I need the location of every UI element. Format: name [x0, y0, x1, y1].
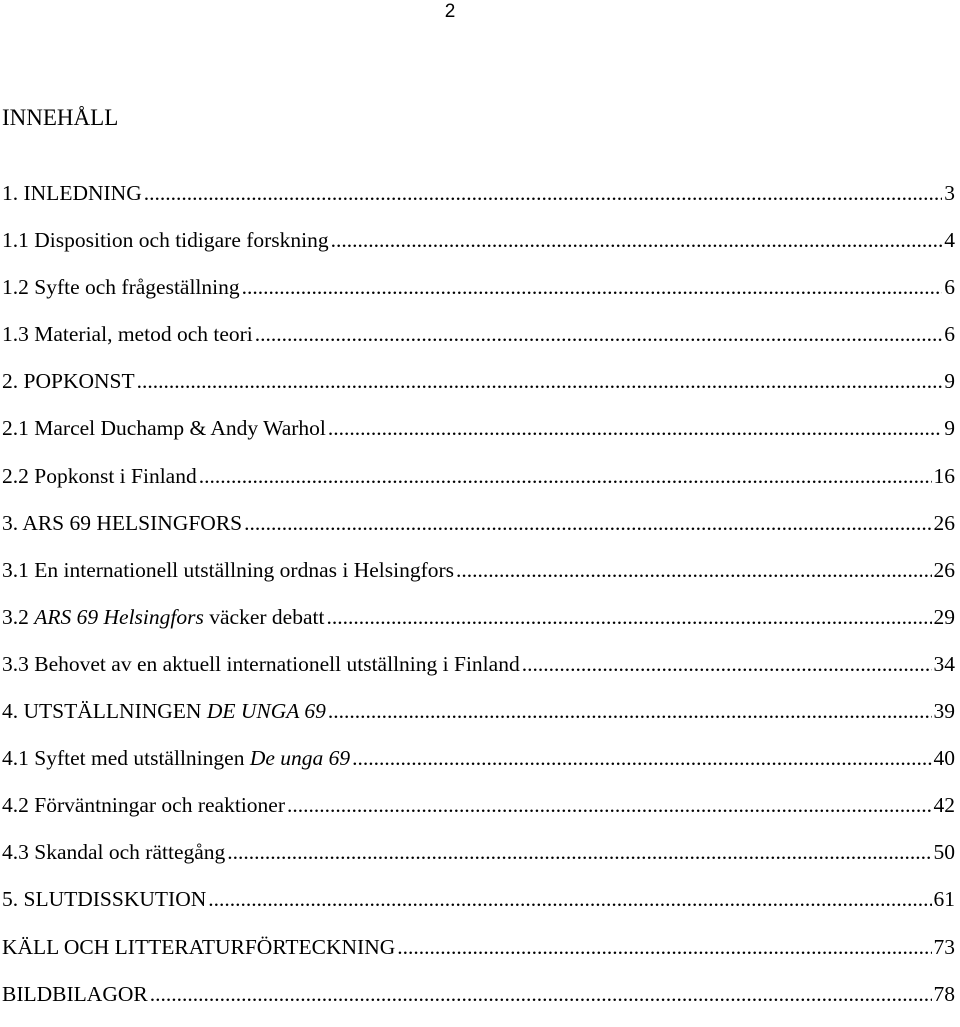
toc-entry-page: 9 — [944, 416, 955, 441]
toc-entry[interactable] — [2, 226, 955, 273]
toc-entry-page: 4 — [944, 228, 955, 253]
toc-entry-title — [2, 226, 329, 254]
toc-entry-title — [2, 885, 206, 913]
toc-dot-leader — [244, 509, 931, 537]
toc-entry-title-text: 2. POPKONST — [2, 369, 135, 394]
toc-dot-leader — [255, 320, 942, 348]
toc-dot-leader — [287, 791, 932, 819]
toc-dot-leader — [144, 179, 943, 207]
toc-entry[interactable] — [2, 320, 955, 367]
toc-entry-title-text: 3.3 Behovet av en aktuell internationell utställning i Finland — [2, 651, 520, 676]
toc-entry-title — [2, 791, 285, 819]
toc-entry-title — [2, 320, 253, 348]
toc-dot-leader — [199, 462, 932, 490]
toc-dot-leader — [328, 414, 942, 442]
toc-entry[interactable] — [2, 273, 955, 320]
toc-entry-title — [2, 414, 326, 442]
toc-entry-title — [2, 980, 148, 1008]
toc-entry-page: 9 — [944, 369, 955, 394]
toc-entry[interactable] — [2, 980, 955, 1027]
toc-entry-title — [2, 273, 240, 301]
toc-entry-title — [2, 509, 242, 537]
toc-entry[interactable] — [2, 650, 955, 697]
toc-entry-title-text: KÄLL OCH LITTERATURFÖRTECKNING — [2, 934, 396, 959]
toc-entry-title — [2, 933, 395, 961]
toc-entry-page: 50 — [933, 840, 955, 865]
toc-dot-leader — [397, 933, 931, 961]
toc-entry-title — [2, 838, 225, 866]
toc-entry-title-text: 3. ARS 69 HELSINGFORS — [2, 510, 243, 535]
toc-entry-page: 78 — [933, 981, 955, 1006]
toc-dot-leader — [352, 744, 931, 772]
toc-entry-title-text: BILDBILAGOR — [2, 981, 148, 1006]
toc-entry-title-text: 4.1 Syftet med utställningen — [2, 746, 250, 771]
toc-entry-page: 39 — [933, 699, 955, 724]
toc-entry[interactable] — [2, 462, 955, 509]
toc-entry-page: 40 — [933, 746, 955, 771]
toc-entry-title-text: 4. UTSTÄLLNINGEN — [2, 699, 207, 724]
toc-entry-title-text: 5. SLUTDISSKUTION — [2, 887, 207, 912]
toc-dot-leader — [328, 697, 932, 725]
toc-entry-page: 73 — [933, 934, 955, 959]
toc-entry-title-text: 1.2 Syfte och frågeställning — [2, 275, 240, 300]
toc-dot-leader — [242, 273, 943, 301]
toc-entry-page: 34 — [933, 651, 955, 676]
toc-entry-title-text: 2.1 Marcel Duchamp & Andy Warhol — [2, 416, 326, 441]
toc-entry[interactable] — [2, 933, 955, 980]
toc-entry[interactable] — [2, 414, 955, 461]
toc-heading: INNEHÅLL — [2, 105, 119, 130]
toc-entry-title — [2, 744, 350, 772]
toc-dot-leader — [208, 885, 931, 913]
toc-entry-title-text: 4.3 Skandal och rättegång — [2, 840, 226, 865]
toc-entry-title — [2, 697, 326, 725]
toc-dot-leader — [227, 838, 931, 866]
toc-entry-title — [2, 650, 520, 678]
toc-dot-leader — [326, 603, 931, 631]
page-number: 2 — [444, 1, 456, 22]
toc-entry-title — [2, 556, 454, 584]
toc-dot-leader — [137, 367, 943, 395]
toc-entry-page: 26 — [933, 510, 955, 535]
toc-entry[interactable] — [2, 838, 955, 885]
toc-entry[interactable] — [2, 744, 955, 791]
toc-entry-title-text: 1.1 Disposition och tidigare forskning — [2, 228, 329, 253]
toc-entry-title-suffix: väcker debatt — [203, 604, 325, 629]
toc-entry[interactable] — [2, 556, 955, 603]
toc-entry-page: 61 — [933, 887, 955, 912]
toc-entry[interactable] — [2, 179, 955, 226]
toc-entry-title — [2, 367, 135, 395]
toc-entry-page: 29 — [933, 604, 955, 629]
toc-entry-title-text: 1. INLEDNING — [2, 181, 142, 205]
toc-entry[interactable] — [2, 367, 955, 414]
toc-entry-page: 42 — [933, 793, 955, 818]
toc-entry-page: 26 — [933, 557, 955, 582]
toc-entry-page: 6 — [944, 275, 955, 300]
toc-entry[interactable] — [2, 885, 955, 932]
toc-entry-title-italic: De unga 69 — [249, 746, 351, 771]
toc-entry-title-italic: ARS 69 Helsingfors — [34, 604, 204, 629]
toc-entry[interactable] — [2, 791, 955, 838]
toc-dot-leader — [456, 556, 931, 584]
toc-entry-page: 3 — [944, 181, 955, 205]
toc-entry-page: 16 — [933, 463, 955, 488]
toc-entry[interactable] — [2, 603, 955, 650]
toc-dot-leader — [331, 226, 943, 254]
toc-entry-title-italic: DE UNGA 69 — [206, 699, 326, 724]
toc-entry-title — [2, 603, 324, 631]
toc-entry-title-text: 1.3 Material, metod och teori — [2, 322, 253, 347]
toc-entry-title-text: 4.2 Förväntningar och reaktioner — [2, 793, 285, 818]
toc-entry-page: 6 — [944, 322, 955, 347]
toc-entry-title — [2, 179, 142, 207]
toc-entry-title — [2, 462, 197, 490]
toc-dot-leader — [522, 650, 932, 678]
toc-entry[interactable] — [2, 509, 955, 556]
toc-entry-title-text: 3.2 — [2, 604, 35, 629]
toc-entry-title-text: 3.1 En internationell utställning ordnas i Helsingfors — [2, 557, 455, 582]
table-of-contents — [2, 179, 955, 1027]
toc-entry[interactable] — [2, 697, 955, 744]
toc-entry-title-text: 2.2 Popkonst i Finland — [2, 463, 197, 488]
toc-dot-leader — [150, 980, 932, 1008]
